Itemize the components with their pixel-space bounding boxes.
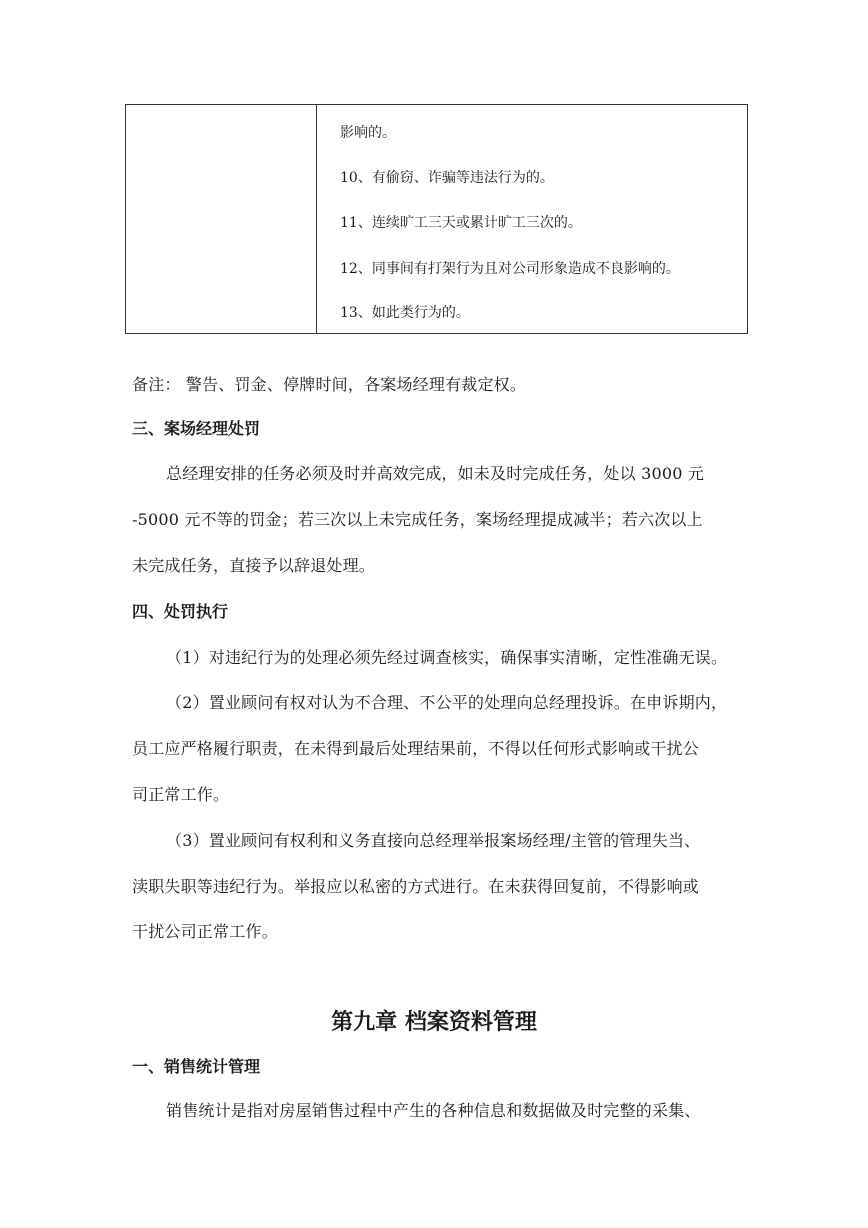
- table-row: 11、连续旷工三天或累计旷工三次的。: [340, 215, 582, 231]
- section-heading: 三、案场经理处罚: [132, 419, 261, 438]
- paragraph-line: （1）对违纪行为的处理必须先经过调查核实，确保事实清晰，定性准确无误。: [166, 648, 728, 667]
- note-line: 备注： 警告、罚金、停牌时间，各案场经理有裁定权。: [132, 375, 527, 394]
- section-heading: 四、处罚执行: [132, 602, 229, 621]
- paragraph-line: 员工应严格履行职责，在未得到最后处理结果前，不得以任何形式影响或干扰公: [132, 739, 700, 758]
- table-right-cell: [317, 105, 747, 333]
- paragraph-line: 销售统计是指对房屋销售过程中产生的各种信息和数据做及时完整的采集、: [166, 1101, 701, 1120]
- section-heading: 一、销售统计管理: [132, 1057, 261, 1076]
- paragraph-line: -5000 元不等的罚金；若三次以上未完成任务，案场经理提成减半；若六次以上: [132, 510, 703, 529]
- paragraph-line: 总经理安排的任务必须及时并高效完成，如未及时完成任务，处以 3000 元: [166, 464, 705, 483]
- table-row: 影响的。: [340, 125, 396, 141]
- table-row: 12、同事间有打架行为且对公司形象造成不良影响的。: [340, 261, 680, 277]
- paragraph-line: （3）置业顾问有权利和义务直接向总经理举报案场经理/主管的管理失当、: [166, 831, 701, 850]
- table-left-cell: [126, 105, 317, 333]
- chapter-title: 第九章 档案资料管理: [331, 1010, 537, 1035]
- paragraph-line: （2）置业顾问有权对认为不合理、不公平的处理向总经理投诉。在申诉期内，: [166, 693, 728, 712]
- paragraph-line: 未完成任务，直接予以辞退处理。: [132, 556, 376, 575]
- table-row: 13、如此类行为的。: [340, 305, 470, 321]
- table-row: 10、有偷窃、诈骗等违法行为的。: [340, 170, 554, 186]
- paragraph-line: 渎职失职等违纪行为。举报应以私密的方式进行。在未获得回复前，不得影响或: [132, 877, 700, 896]
- paragraph-line: 干扰公司正常工作。: [132, 922, 278, 941]
- paragraph-line: 司正常工作。: [132, 785, 230, 804]
- rules-table: [125, 104, 748, 334]
